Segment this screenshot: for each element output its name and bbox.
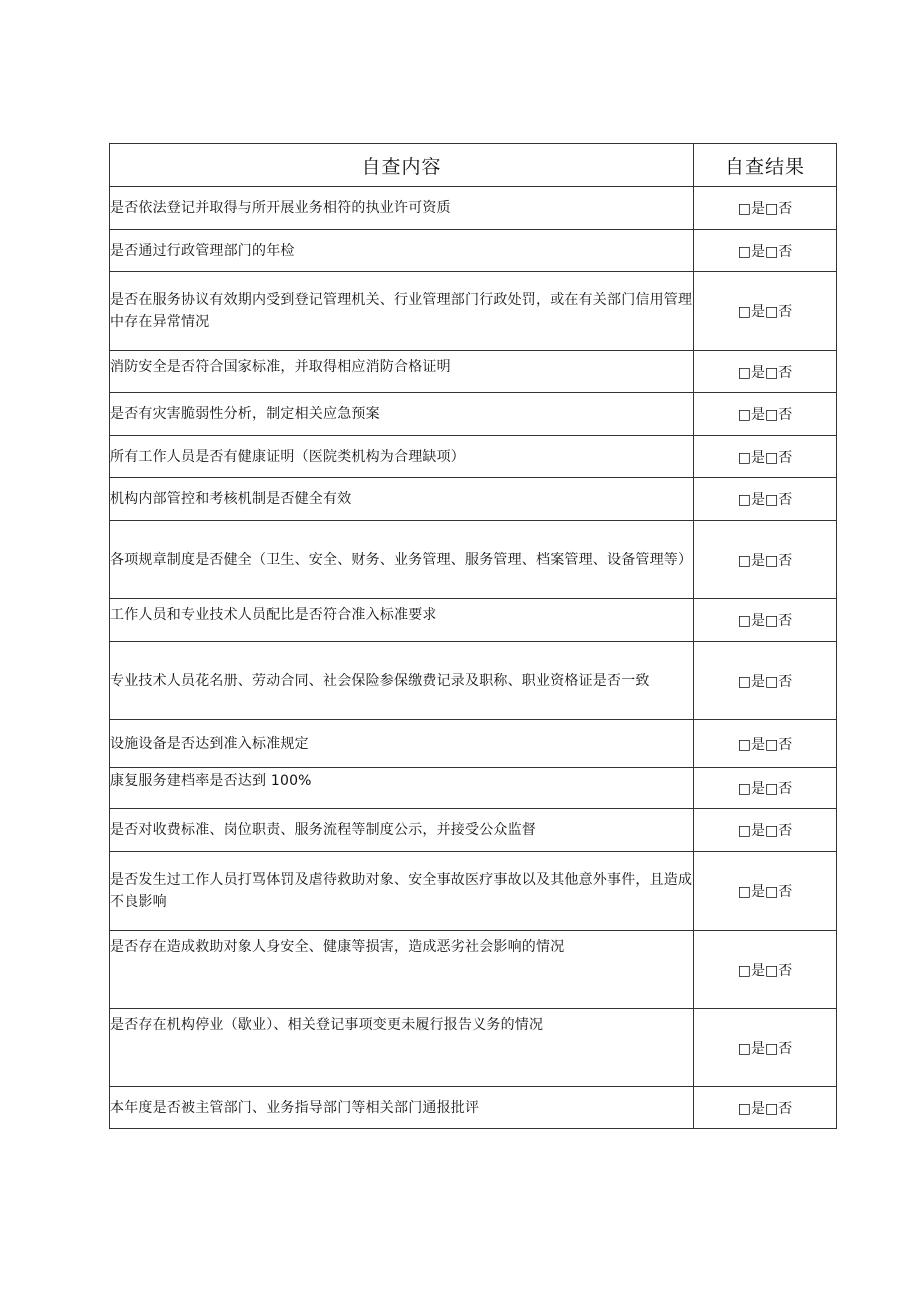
row-content: 工作人员和专业技术人员配比是否符合准入标准要求: [110, 599, 694, 642]
row-result: □是□否: [694, 720, 837, 768]
table-header-row: [110, 144, 837, 187]
row-content: 是否存在机构停业（歇业）、相关登记事项变更未履行报告义务的情况: [110, 1009, 694, 1087]
row-result: □是□否: [694, 272, 837, 351]
row-result: □是□否: [694, 809, 837, 852]
table-row: [110, 642, 837, 720]
table-row: [110, 720, 837, 768]
self-check-table: [109, 143, 837, 1129]
table-row: [110, 478, 837, 521]
table-row: [110, 809, 837, 852]
table-row: [110, 436, 837, 478]
table-row: [110, 393, 837, 436]
table-row: [110, 1087, 837, 1129]
row-result: □是□否: [694, 768, 837, 809]
row-result: □是□否: [694, 931, 837, 1009]
table-row: [110, 521, 837, 599]
row-content: 消防安全是否符合国家标准，并取得相应消防合格证明: [110, 351, 694, 393]
row-content: 康复服务建档率是否达到 100%: [110, 768, 694, 809]
table-row: [110, 768, 837, 809]
row-result: □是□否: [694, 642, 837, 720]
header-content: 自查内容: [110, 144, 694, 187]
row-result: □是□否: [694, 599, 837, 642]
row-result: □是□否: [694, 852, 837, 931]
row-content: 是否依法登记并取得与所开展业务相符的执业许可资质: [110, 187, 694, 230]
table-row: [110, 187, 837, 230]
row-content: 是否在服务协议有效期内受到登记管理机关、行业管理部门行政处罚，或在有关部门信用管理中存在异常情况: [110, 272, 694, 351]
table-row: [110, 852, 837, 931]
table-row: [110, 230, 837, 272]
row-content: 专业技术人员花名册、劳动合同、社会保险参保缴费记录及职称、职业资格证是否一致: [110, 642, 694, 720]
row-content: 机构内部管控和考核机制是否健全有效: [110, 478, 694, 521]
row-result: □是□否: [694, 230, 837, 272]
row-content: 各项规章制度是否健全（卫生、安全、财务、业务管理、服务管理、档案管理、设备管理等）: [110, 521, 694, 599]
header-result: 自查结果: [694, 144, 837, 187]
row-result: □是□否: [694, 393, 837, 436]
row-content: 是否发生过工作人员打骂体罚及虐待救助对象、安全事故医疗事故以及其他意外事件，且造成不良影响: [110, 852, 694, 931]
row-result: □是□否: [694, 1009, 837, 1087]
table-row: [110, 599, 837, 642]
row-content: 是否对收费标准、岗位职责、服务流程等制度公示，并接受公众监督: [110, 809, 694, 852]
table-row: [110, 1009, 837, 1087]
row-content: 所有工作人员是否有健康证明（医院类机构为合理缺项）: [110, 436, 694, 478]
row-result: □是□否: [694, 521, 837, 599]
row-result: □是□否: [694, 478, 837, 521]
row-result: □是□否: [694, 351, 837, 393]
row-content: 本年度是否被主管部门、业务指导部门等相关部门通报批评: [110, 1087, 694, 1129]
table-row: [110, 931, 837, 1009]
row-content: 是否有灾害脆弱性分析，制定相关应急预案: [110, 393, 694, 436]
row-content: 设施设备是否达到准入标准规定: [110, 720, 694, 768]
table-row: [110, 351, 837, 393]
row-result: □是□否: [694, 436, 837, 478]
row-content: 是否存在造成救助对象人身安全、健康等损害，造成恶劣社会影响的情况: [110, 931, 694, 1009]
row-result: □是□否: [694, 1087, 837, 1129]
row-result: □是□否: [694, 187, 837, 230]
row-content: 是否通过行政管理部门的年检: [110, 230, 694, 272]
table-row: [110, 272, 837, 351]
